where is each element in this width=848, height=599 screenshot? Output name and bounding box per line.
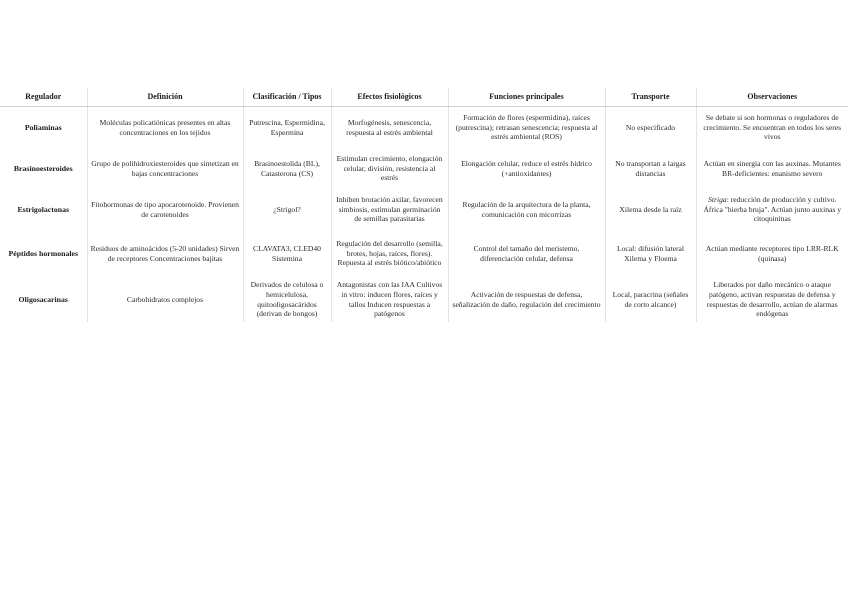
header-definition: Definición [87,88,243,107]
cell-regulator: Estrigolactonas [17,204,70,214]
cell-effects: Antagonistas con las IAA Cultivos in vitro: inducen flores, raíces y tallos Inducen respuestas a patógenos [331,277,448,322]
header-regulator: Regulador [0,88,87,107]
cell-regulator: Brasinoesteroides [13,163,73,173]
cell-functions: Elongación celular, reduce el estrés hídrico (+antioxidantes) [448,148,605,189]
cell-transport: Xilema desde la raíz [605,189,696,230]
cell-regulator: Poliaminas [24,122,62,132]
header-classification: Clasificación / Tipos [243,88,331,107]
cell-classification: Derivados de celulosa o hemicelulosa, quitooligosacáridos (derivan de hongos) [243,277,331,322]
cell-definition: Moléculas policatiónicas presentes en altas concentraciones en los tejidos [87,107,243,149]
table-row [0,230,848,277]
table-header-row [0,88,848,107]
cell-effects: Regulación del desarrollo (semilla, brotes, hojas, raíces, flores). Repuesta al estrés biótico/abiótico [331,230,448,277]
cell-observations: Actúan mediante receptores tipo LRR-RLK (quinasa) [696,230,848,277]
cell-functions: Activación de respuestas de defensa, señalización de daño, regulación del crecimiento [448,277,605,322]
cell-definition: Grupo de polihidroxiesteroides que sintetizan en bajas concentraciones [87,148,243,189]
cell-classification: ¿Strigol? [243,189,331,230]
cell-classification: CLAVATA3, CLED40 Sistemina [243,230,331,277]
regulators-table [0,88,848,322]
striga-term: Striga [708,195,727,205]
cell-classification: Brasinoestolida (BL), Catasterona (CS) [243,148,331,189]
cell-observations: Se debate si son hormonas o reguladores de crecimiento. Se encuentran en todos los seres vivos [696,107,848,149]
cell-definition: Carbohidratos complejos [87,277,243,322]
cell-transport: No transportan a largas distancias [605,148,696,189]
cell-transport: No especificado [605,107,696,149]
cell-transport: Local, paracrina (señales de corto alcance) [605,277,696,322]
cell-functions: Regulación de la arquitectura de la planta, comunicación con micorrizas [448,189,605,230]
cell-regulator: Péptidos hormonales [8,248,79,258]
cell-effects: Inhiben brotación axilar, favorecen simbiosis, estimulan germinación de semillas parasitarias [331,189,448,230]
header-functions: Funciones principales [448,88,605,107]
header-observations: Observaciones [696,88,848,107]
header-effects: Efectos fisiológicos [331,88,448,107]
cell-definition: Fitohormonas de tipo apocarotenoide. Provienen de carotenoides [87,189,243,230]
cell-observations [696,189,848,230]
cell-classification: Putrescina, Espermidina, Espermina [243,107,331,149]
cell-functions: Control del tamaño del meristemo, diferenciación celular, defensa [448,230,605,277]
cell-observations: Liberados por daño mecánico o ataque patógeno, activan respuestas de defensa y respuestas de desarrollo, actúan de alarmas endógenas [696,277,848,322]
cell-transport: Local: difusión lateral Xilema y Floema [605,230,696,277]
cell-functions: Formación de flores (espermidina), raíces (putrescina); retrasan senescencia; respuesta al estrés ambiental (ROS) [448,107,605,149]
header-transport: Transporte [605,88,696,107]
table-row [0,148,848,189]
cell-observations: Actúan en sinergia con las auxinas. Mutantes BR-deficientes: enanismo severo [696,148,848,189]
table-row [0,277,848,322]
table-row [0,107,848,149]
cell-definition: Residuos de aminoácidos (5-20 unidades) Sirven de receptores Concentraciones bajitas [87,230,243,277]
cell-effects: Morfogénesis, senescencia, respuesta al estrés ambiental [331,107,448,149]
cell-effects: Estimulan crecimiento, elongación celular, división, resistencia al estrés [331,148,448,189]
cell-regulator: Oligosacarinas [18,294,68,304]
observations-text: : reducción de producción y cultivo. África "hierba bruja". Actúan junto auxinas y citoquininas [703,195,842,224]
table-row [0,189,848,230]
